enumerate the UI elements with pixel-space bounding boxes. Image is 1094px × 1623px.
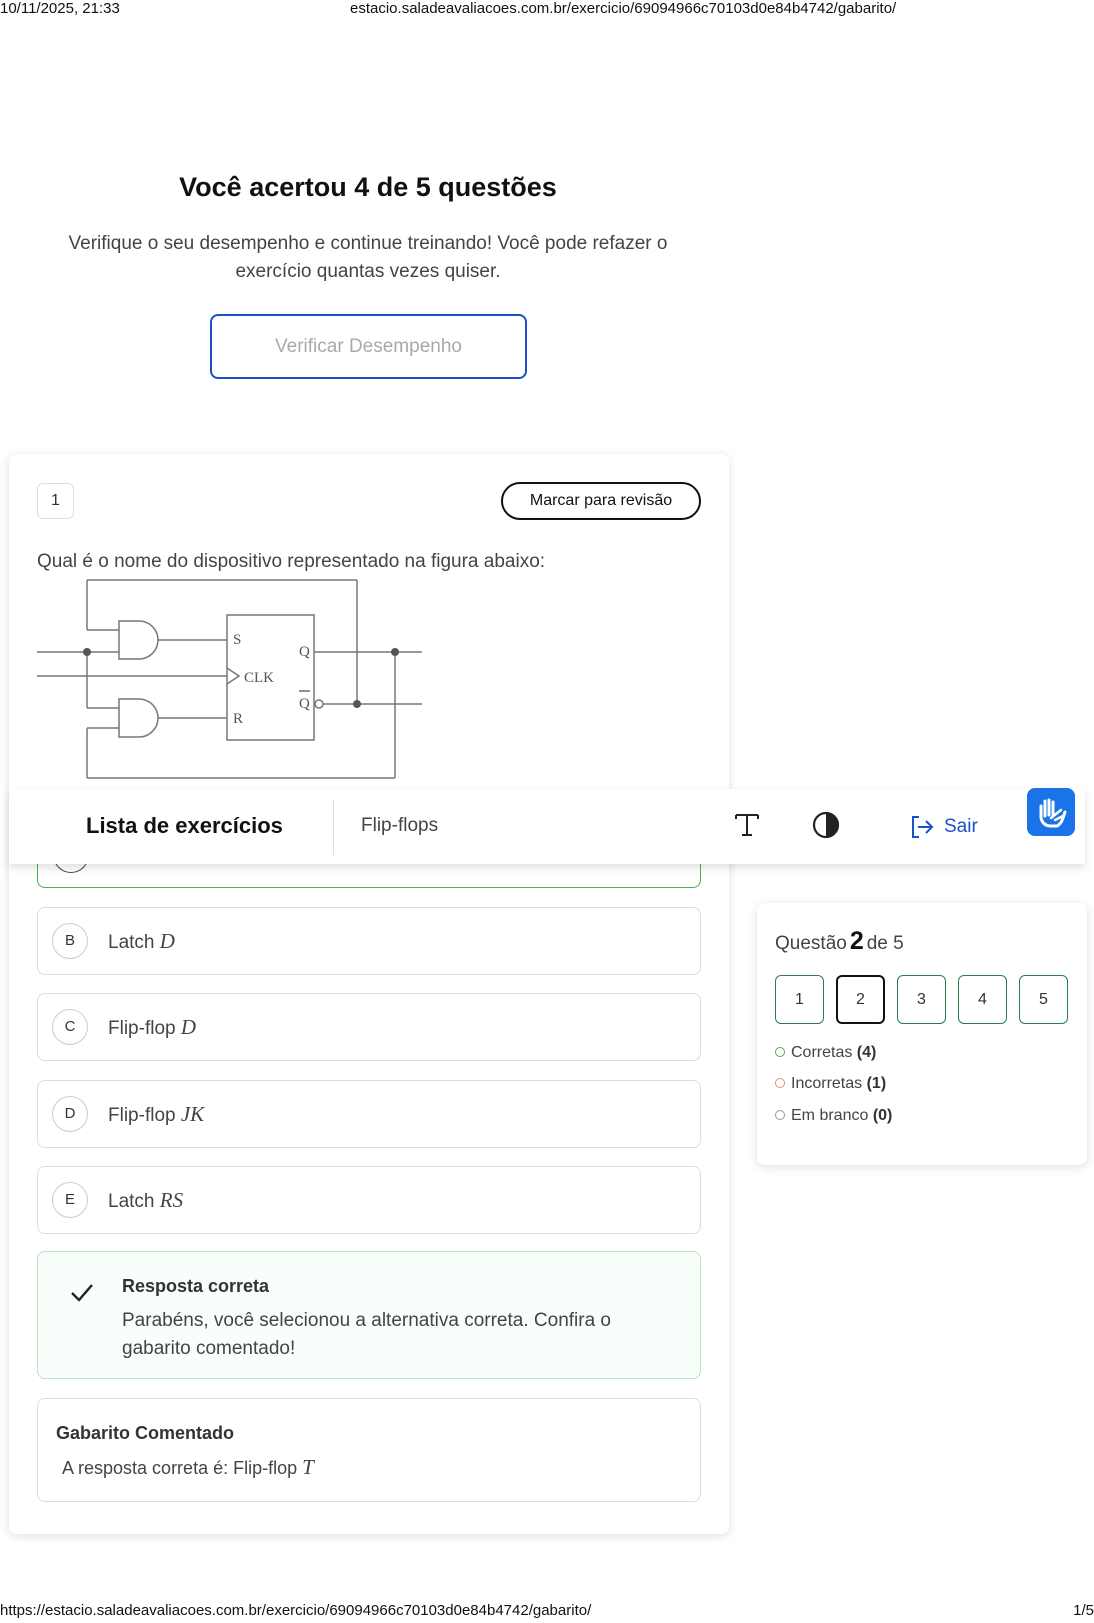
legend-dot	[775, 1047, 785, 1057]
alternative-letter: C	[52, 1009, 88, 1045]
legend-dot	[775, 1078, 785, 1088]
print-header	[0, 0, 1094, 20]
navigator-label: Questão 2 de 5	[775, 927, 904, 955]
and-gate-top	[119, 621, 158, 659]
alternative-label: Flip-flop D	[108, 1015, 197, 1039]
alternative-c[interactable]	[37, 993, 701, 1061]
print-datetime: 10/11/2025, 21:33	[0, 0, 120, 17]
commented-answer	[37, 1398, 701, 1502]
question-button-4[interactable]: 4	[958, 975, 1007, 1024]
question-number-badge: 1	[37, 483, 74, 519]
legend-incorrect: Incorretas (1)	[775, 1075, 886, 1093]
result-title: Você acertou 4 de 5 questões	[179, 172, 557, 202]
question-navigator	[757, 903, 1087, 1165]
figure-label-clk: CLK	[244, 670, 274, 686]
figure-label-qbar: Q	[299, 696, 310, 712]
print-page-number: 1/5	[1073, 1602, 1094, 1619]
alternative-label: Flip-flop JK	[108, 1102, 205, 1126]
figure-label-r: R	[233, 711, 244, 727]
navbar-topic: Flip-flops	[361, 815, 439, 836]
legend-dot	[775, 1110, 785, 1120]
navbar-title: Lista de exercícios	[86, 813, 283, 838]
feedback-title: Resposta correta	[122, 1276, 270, 1296]
alternative-letter: B	[52, 923, 88, 959]
answer-feedback	[37, 1251, 701, 1379]
sign-language-icon	[1027, 788, 1075, 836]
legend-blank: Em branco (0)	[775, 1107, 892, 1125]
feedback-text: Parabéns, você selecionou a alternativa correta. Confira o gabarito comentado!	[122, 1310, 611, 1359]
exercise-navbar	[9, 789, 1085, 864]
alternative-label: Latch D	[108, 929, 175, 953]
exit-label: Sair	[944, 816, 978, 837]
question-button-3[interactable]: 3	[897, 975, 946, 1024]
alternative-letter: E	[52, 1182, 88, 1218]
commented-answer-title: Gabarito Comentado	[56, 1423, 235, 1443]
print-footer	[0, 1602, 1094, 1622]
result-subtitle: Verifique o seu desempenho e continue treinando! Você pode refazer o exercício quantas vezes quiser.	[68, 233, 668, 282]
question-button-1[interactable]: 1	[775, 975, 824, 1024]
question-text: Qual é o nome do dispositivo representado na figura abaixo:	[37, 551, 546, 572]
navbar-divider	[333, 799, 334, 855]
contrast-icon[interactable]	[811, 810, 841, 840]
and-gate-bottom	[119, 699, 158, 737]
alternative-label: Latch RS	[108, 1188, 184, 1212]
question-button-2[interactable]: 2	[836, 975, 885, 1024]
alternative-letter: D	[52, 1096, 88, 1132]
alternative-d[interactable]	[37, 1080, 701, 1148]
print-url: estacio.saladeavaliacoes.com.br/exercicio/69094966c70103d0e84b4742/gabarito/	[350, 0, 897, 17]
circuit-figure	[37, 575, 427, 785]
question-button-5[interactable]: 5	[1019, 975, 1068, 1024]
figure-label-q: Q	[299, 644, 310, 660]
font-size-icon[interactable]	[732, 809, 762, 839]
alternative-b[interactable]	[37, 907, 701, 975]
check-icon	[68, 1278, 96, 1306]
legend-correct: Corretas (4)	[775, 1044, 876, 1062]
figure-label-s: S	[233, 632, 242, 648]
commented-answer-text: A resposta correta é: Flip-flop T	[62, 1455, 314, 1479]
mark-for-review-button[interactable]: Marcar para revisão	[501, 482, 701, 520]
verify-performance-button[interactable]: Verificar Desempenho	[210, 314, 527, 379]
print-footer-url: https://estacio.saladeavaliacoes.com.br/exercicio/69094966c70103d0e84b4742/gabarito/	[0, 1602, 592, 1619]
sign-language-button[interactable]	[1027, 788, 1075, 836]
exit-button[interactable]	[908, 813, 988, 843]
logout-icon	[908, 813, 936, 841]
alternative-e[interactable]	[37, 1166, 701, 1234]
